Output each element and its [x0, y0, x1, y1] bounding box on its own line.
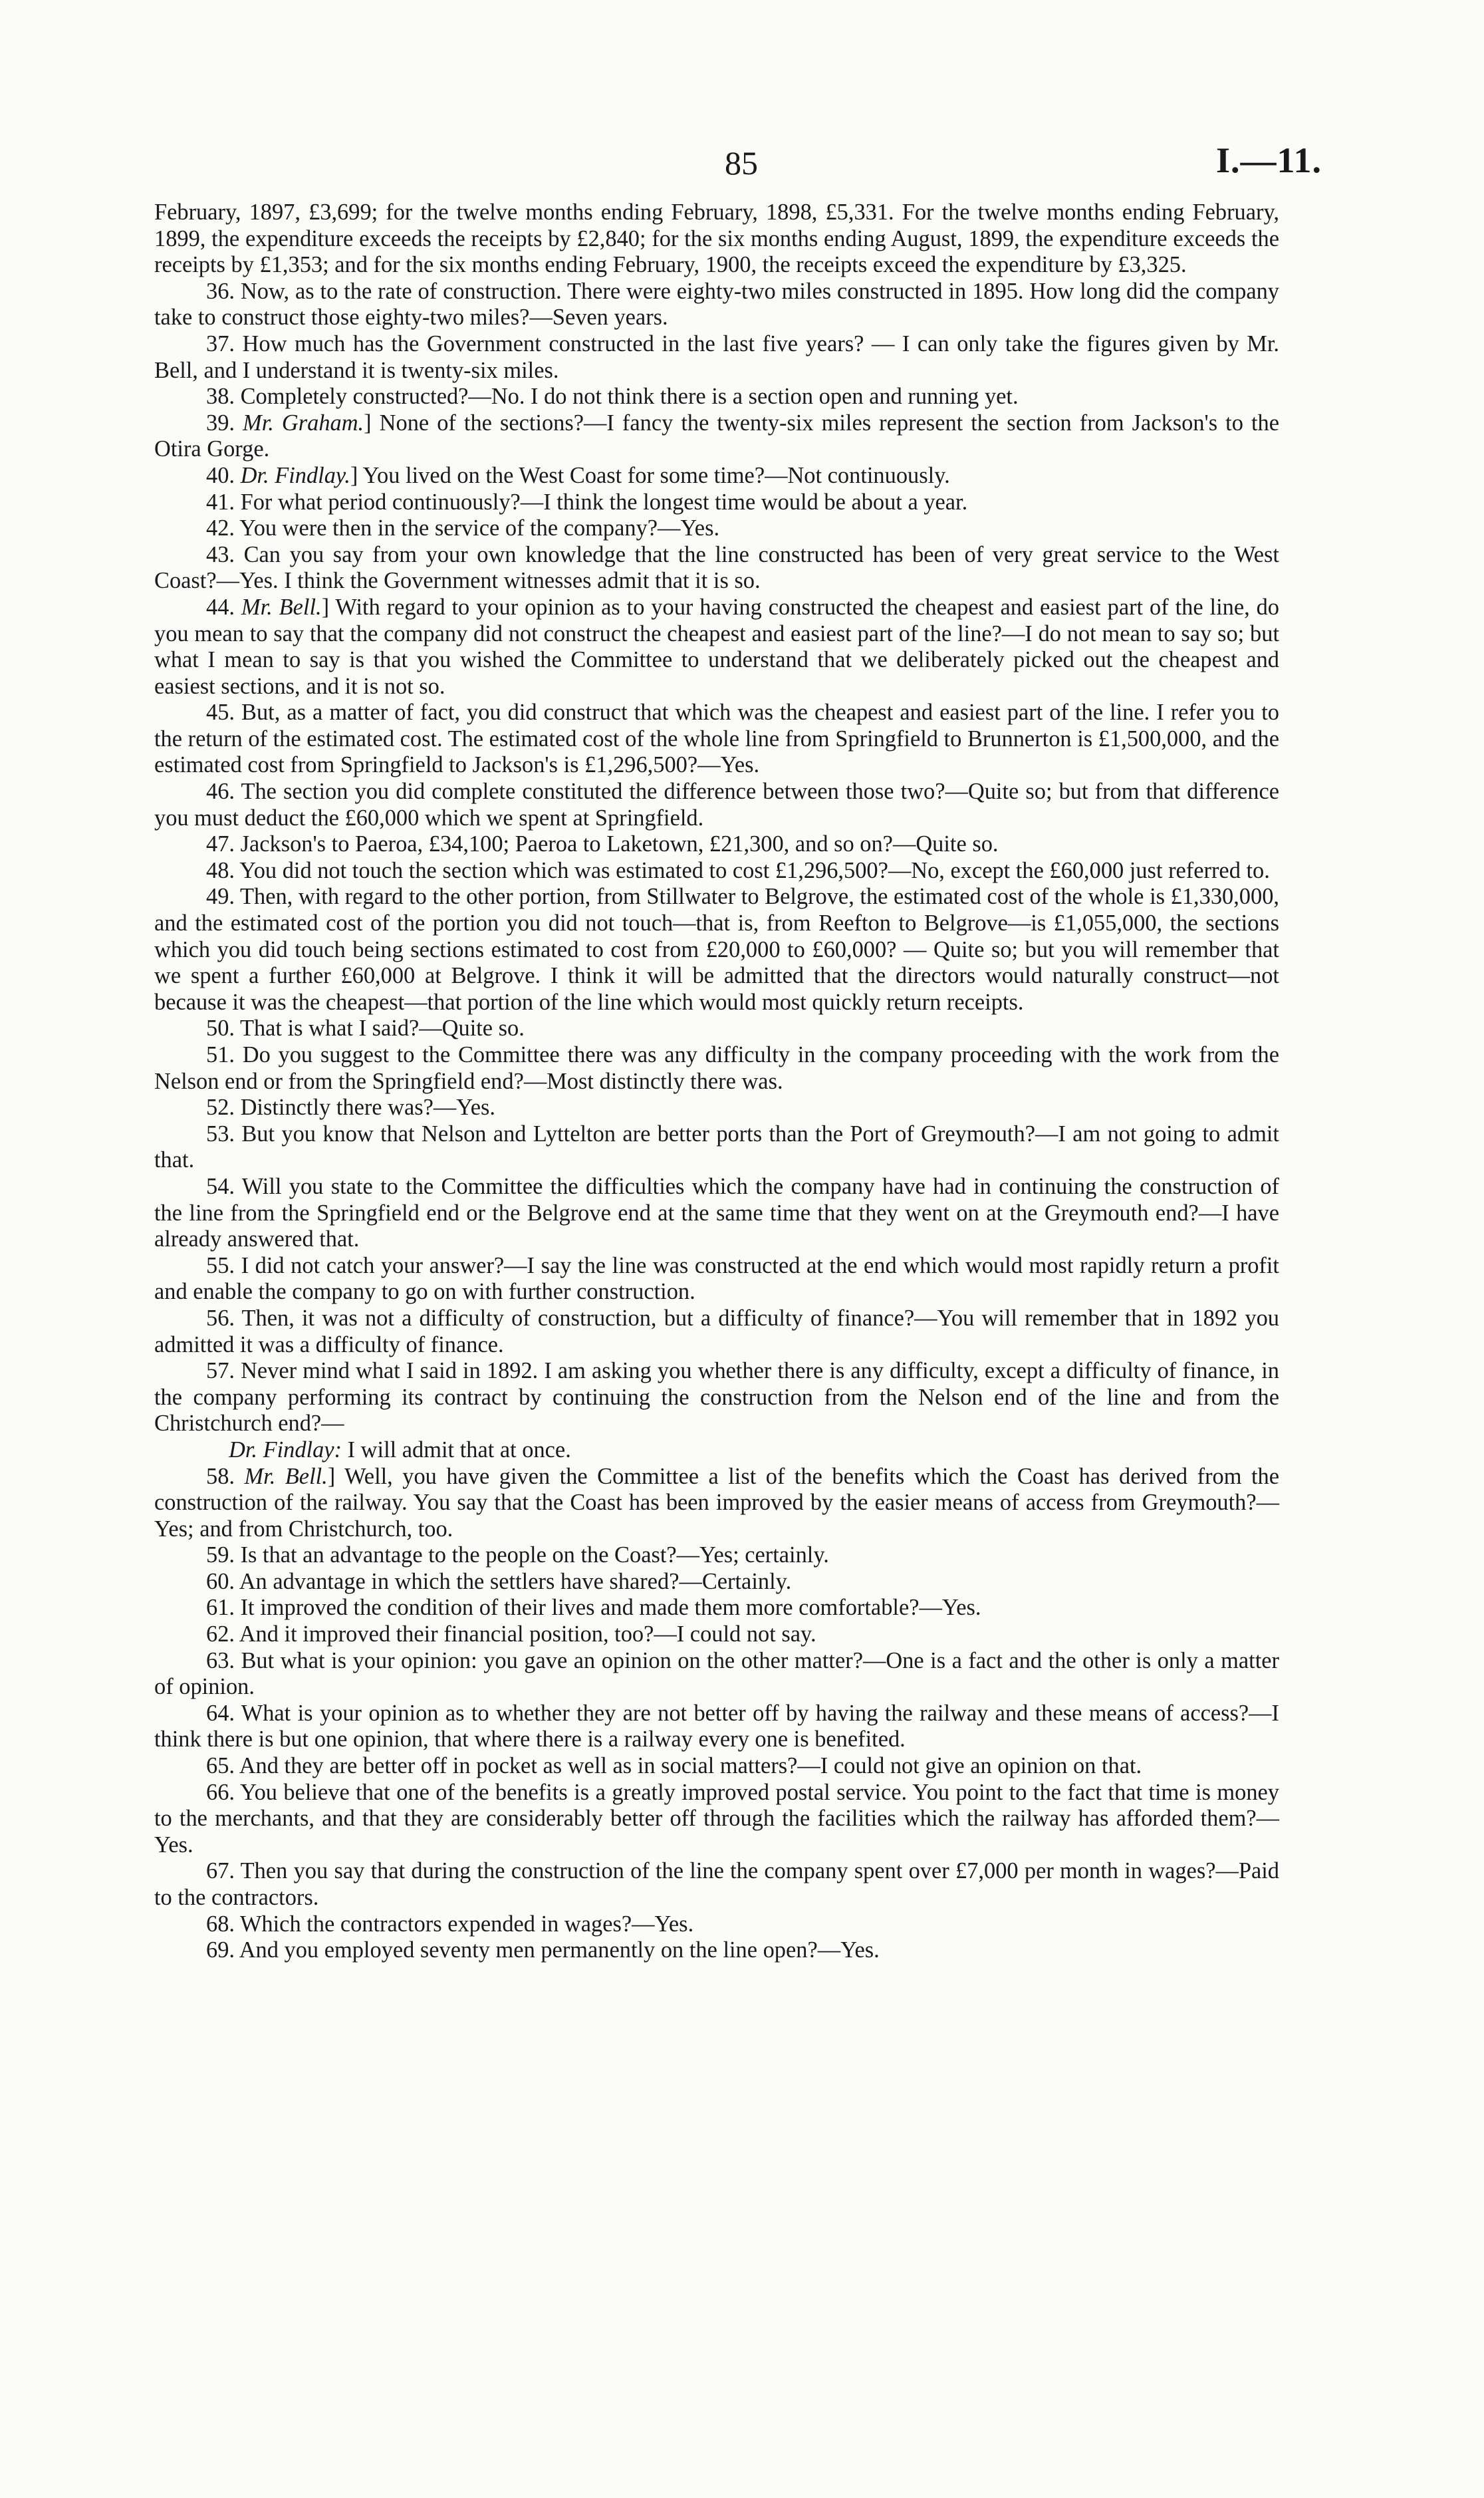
paragraph: 36. Now, as to the rate of construction. There were eighty-two miles constructed in 1895. How long did the company take to construct those eighty-two miles?—Seven years.	[154, 278, 1279, 331]
speaker-name: Mr. Bell.	[241, 594, 322, 620]
paragraph: 49. Then, with regard to the other portion, from Stillwater to Belgrove, the estimated cost of the whole is £1,330,000, and the estimated cost of the portion you did not touch—that is, from Reefton to Belgrove—is £1,055,000, the sections which you did touch being sections estimated to cost from £20,000 to £60,000? — Quite so; but you will remember that we spent a further £60,000 at Belgrove. I think it will be admitted that the directors would naturally construct—not because it was the cheapest—that portion of the line which would most quickly return receipts.	[154, 884, 1279, 1015]
paragraph: 65. And they are better off in pocket as well as in social matters?—I could not give an opinion on that.	[206, 1753, 1142, 1779]
paragraph: 48. You did not touch the section which was estimated to cost £1,296,500?—No, except the £60,000 just referred to.	[206, 857, 1270, 883]
paragraph: 61. It improved the condition of their lives and made them more comfortable?—Yes.	[206, 1595, 981, 1621]
paragraph: 62. And it improved their financial position, too?—I could not say.	[206, 1621, 816, 1647]
paragraph: 50. That is what I said?—Quite so.	[206, 1016, 525, 1041]
paragraph: 41. For what period continuously?—I think the longest time would be about a year.	[206, 489, 968, 515]
paragraph: 59. Is that an advantage to the people on the Coast?—Yes; certainly.	[206, 1542, 829, 1568]
paragraph: 46. The section you did complete constituted the difference between those two?—Quite so; but from that difference you must deduct the £60,000 which we spent at Springfield.	[154, 779, 1279, 831]
paragraph: 37. How much has the Government constructed in the last five years? — I can only take the figures given by Mr. Bell, and I understand it is twenty-six miles.	[154, 331, 1279, 383]
speaker-name: Dr. Findlay.	[240, 462, 350, 488]
paragraph: 67. Then you say that during the construction of the line the company spent over £7,000 per month in wages?—Paid to the contractors.	[154, 1858, 1279, 1910]
paragraph: 63. But what is your opinion: you gave an opinion on the other matter?—One is a fact and the other is only a matter of opinion.	[154, 1647, 1279, 1700]
testimony-body	[154, 200, 1279, 1964]
page-number: 85	[725, 144, 758, 182]
paragraph: Dr. Findlay: I will admit that at once.	[229, 1437, 571, 1462]
paragraph: 51. Do you suggest to the Committee there was any difficulty in the company proceeding with the work from the Nelson end or from the Springfield end?—Most distinctly there was.	[154, 1042, 1279, 1094]
paragraph: 55. I did not catch your answer?—I say the line was constructed at the end which would most rapidly return a profit and enable the company to go on with further construction.	[154, 1252, 1279, 1305]
paragraph: 52. Distinctly there was?—Yes.	[206, 1095, 495, 1121]
paragraph: 58. Mr. Bell.] Well, you have given the Committee a list of the benefits which the Coast has derived from the construction of the railway. You say that the Coast has been improved by the easier means of access from Greymouth?—Yes; and from Christchurch, too.	[154, 1463, 1279, 1542]
paragraph: 53. But you know that Nelson and Lyttelton are better ports than the Port of Greymouth?—I am not going to admit that.	[154, 1121, 1279, 1173]
paragraph: 45. But, as a matter of fact, you did construct that which was the cheapest and easiest part of the line. I refer you to the return of the estimated cost. The estimated cost of the whole line from Springfield to Brunnerton is £1,500,000, and the estimated cost from Springfield to Jackson's is £1,296,500?—Yes.	[154, 700, 1279, 778]
paragraph: 57. Never mind what I said in 1892. I am asking you whether there is any difficulty, except a difficulty of finance, in the company performing its contract by continuing the construction from the Nelson end of the line and from the Christchurch end?—	[154, 1358, 1279, 1437]
paragraph: 43. Can you say from your own knowledge that the line constructed has been of very great service to the West Coast?—Yes. I think the Government witnesses admit that it is so.	[154, 541, 1279, 594]
paragraph: 42. You were then in the service of the company?—Yes.	[206, 515, 720, 541]
paragraph: 56. Then, it was not a difficulty of construction, but a difficulty of finance?—You will remember that in 1892 you admitted it was a difficulty of finance.	[154, 1305, 1279, 1357]
paragraph: 64. What is your opinion as to whether they are not better off by having the railway and these means of access?—I think there is but one opinion, that where there is a railway every one is benefited.	[154, 1700, 1279, 1752]
document-reference: I.—11.	[1215, 140, 1322, 180]
speaker-name: Mr. Graham.	[243, 410, 364, 436]
paragraph: 54. Will you state to the Committee the difficulties which the company have had in continuing the construction of the line from the Springfield end or the Belgrove end at the same time that they went on at the Greymouth end?—I have already answered that.	[154, 1173, 1279, 1252]
paragraph: 39. Mr. Graham.] None of the sections?—I fancy the twenty-six miles represent the section from Jackson's to the Otira Gorge.	[154, 410, 1279, 462]
paragraph: 44. Mr. Bell.] With regard to your opinion as to your having constructed the cheapest and easiest part of the line, do you mean to say that the company did not construct the cheapest and easiest part of the line?—I do not mean to say so; but what I mean to say is that you wished the Committee to understand that we deliberately picked out the cheapest and easiest sections, and it is not so.	[154, 594, 1279, 699]
paragraph: 66. You believe that one of the benefits is a greatly improved postal service. You point to the fact that time is money to the merchants, and that they are considerably better off through the facilities which the railway has afforded them?—Yes.	[154, 1779, 1279, 1858]
paragraph: 38. Completely constructed?—No. I do not think there is a section open and running yet.	[206, 384, 1019, 410]
paragraph: 60. An advantage in which the settlers have shared?—Certainly.	[206, 1568, 792, 1594]
paragraph: 69. And you employed seventy men permanently on the line open?—Yes.	[206, 1937, 880, 1963]
paragraph: 68. Which the contractors expended in wages?—Yes.	[206, 1911, 694, 1937]
paragraph: February, 1897, £3,699; for the twelve months ending February, 1898, £5,331. For the twelve months ending February, 1899, the expenditure exceeds the receipts by £2,840; for the six months ending August, 1899, the expenditure exceeds the receipts by £1,353; and for the six months ending February, 1900, the receipts exceed the expenditure by £3,325.	[154, 200, 1279, 278]
speaker-name: Mr. Bell.	[244, 1463, 328, 1489]
speaker-name: Dr. Findlay:	[229, 1437, 342, 1462]
paragraph: 40. Dr. Findlay.] You lived on the West Coast for some time?—Not continuously.	[206, 462, 950, 488]
paragraph: 47. Jackson's to Paeroa, £34,100; Paeroa to Laketown, £21,300, and so on?—Quite so.	[206, 831, 999, 857]
